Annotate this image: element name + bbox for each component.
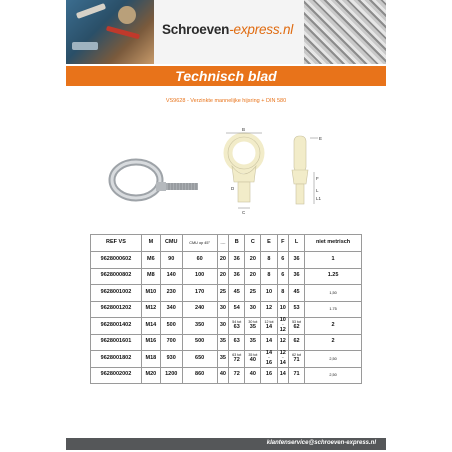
front-view-drawing xyxy=(226,127,262,215)
table-cell: 20 xyxy=(217,252,228,269)
table-cell xyxy=(277,318,288,335)
table-cell: 140 xyxy=(160,268,182,285)
table-cell-part: ~ xyxy=(281,355,284,360)
table-cell: 45 xyxy=(229,285,245,302)
table-cell: 30 xyxy=(245,301,261,318)
table-cell: 6 xyxy=(277,268,288,285)
table-cell: M8 xyxy=(141,268,160,285)
table-cell: 63 xyxy=(229,334,245,351)
table-cell: 12 xyxy=(261,301,277,318)
table-cell: 20 xyxy=(245,252,261,269)
col-header-cmu45: CMU op 45° xyxy=(182,235,217,252)
table-cell: 9628000602 xyxy=(91,252,142,269)
table-cell-part: 30 tot xyxy=(248,319,258,324)
dim-label-l: L xyxy=(316,188,319,193)
table-cell: 35 xyxy=(217,334,228,351)
table-cell: 30 xyxy=(217,318,228,335)
table-row xyxy=(91,367,362,384)
product-figures xyxy=(66,120,386,220)
table-cell: 2 xyxy=(305,334,362,351)
table-cell-part: 35 tot xyxy=(248,352,258,357)
table-cell: 230 xyxy=(160,285,182,302)
table-cell: 14 xyxy=(261,334,277,351)
dim-label-e: E xyxy=(319,136,323,141)
table-cell xyxy=(261,351,277,368)
dim-label-c: C xyxy=(242,210,246,215)
table-cell: 25 xyxy=(245,285,261,302)
table-cell-part: 53 tot xyxy=(292,319,302,324)
table-cell: 16 xyxy=(261,367,277,384)
table-cell-part: 14 xyxy=(265,350,273,357)
table-cell: 90 xyxy=(160,252,182,269)
table-cell: 53 xyxy=(289,301,305,318)
table-cell: 1 xyxy=(305,252,362,269)
table-cell: 240 xyxy=(182,301,217,318)
table-cell-part: 72 xyxy=(233,356,240,363)
col-header-e: E xyxy=(261,235,277,252)
table-cell: 62 xyxy=(289,334,305,351)
table-row xyxy=(91,285,362,302)
table-cell: 20 xyxy=(245,268,261,285)
table-row xyxy=(91,252,362,269)
table-row xyxy=(91,301,362,318)
table-cell: 9628001202 xyxy=(91,301,142,318)
col-header-f: F xyxy=(277,235,288,252)
table-cell: M10 xyxy=(141,285,160,302)
table-cell-part: 12 xyxy=(279,350,286,357)
header-photo-tools xyxy=(66,0,154,64)
table-cell-part: 63 xyxy=(233,323,240,330)
col-header-m: M xyxy=(141,235,160,252)
table-cell: 100 xyxy=(182,268,217,285)
spec-table-body xyxy=(91,252,362,384)
table-cell: 650 xyxy=(182,351,217,368)
table-cell: 60 xyxy=(182,252,217,269)
table-cell-part: 40 xyxy=(249,356,256,363)
table-cell: 45 xyxy=(289,285,305,302)
table-cell: 20 xyxy=(217,268,228,285)
table-cell: M18 xyxy=(141,351,160,368)
eye-bolt-photo xyxy=(112,162,198,198)
col-header-dash: ---- xyxy=(217,235,228,252)
table-cell: 9628001402 xyxy=(91,318,142,335)
header xyxy=(66,0,386,64)
table-cell: 500 xyxy=(182,334,217,351)
table-cell: M12 xyxy=(141,301,160,318)
table-cell: 170 xyxy=(182,285,217,302)
table-cell: 36 xyxy=(229,268,245,285)
header-photo-screws xyxy=(304,0,386,64)
spec-table xyxy=(90,234,362,384)
table-cell-part: 14 xyxy=(279,359,286,366)
table-cell: 9628000802 xyxy=(91,268,142,285)
table-cell: M20 xyxy=(141,367,160,384)
table-cell: 6 xyxy=(277,252,288,269)
table-cell: 35 xyxy=(245,334,261,351)
table-cell: 10 xyxy=(261,285,277,302)
table-cell xyxy=(289,351,305,368)
table-row xyxy=(91,268,362,285)
footer xyxy=(66,438,386,450)
table-header-row xyxy=(91,235,362,252)
table-cell-part: 71 xyxy=(293,356,300,363)
table-cell: M14 xyxy=(141,318,160,335)
table-cell: 350 xyxy=(182,318,217,335)
table-cell: 40 xyxy=(245,367,261,384)
product-subtitle: VS9628 - Verzinkte mannelijke hijsring + DIN 580 xyxy=(165,98,287,104)
table-cell-part: 10 xyxy=(279,317,286,324)
table-cell: 1,50 xyxy=(305,285,362,302)
table-cell: 9628001002 xyxy=(91,285,142,302)
table-cell: 2,50 xyxy=(305,351,362,368)
table-cell: 71 xyxy=(289,367,305,384)
table-cell: 36 xyxy=(229,252,245,269)
table-cell: 35 xyxy=(217,351,228,368)
header-logo-area xyxy=(154,0,304,64)
table-cell: 500 xyxy=(160,318,182,335)
title-banner xyxy=(66,66,386,86)
table-cell: 340 xyxy=(160,301,182,318)
table-cell-part: ~ xyxy=(281,322,284,327)
dim-label-b: B xyxy=(242,127,246,132)
table-cell-part: 62 tot xyxy=(292,352,302,357)
table-cell: 2 xyxy=(305,318,362,335)
col-header-cmu: CMU xyxy=(160,235,182,252)
table-cell-part: 12 xyxy=(279,326,286,333)
table-cell-part: 62 xyxy=(293,323,300,330)
table-cell-part: 35 xyxy=(249,323,256,330)
table-cell: 8 xyxy=(261,252,277,269)
table-cell: 30 xyxy=(217,301,228,318)
datasheet-page xyxy=(66,0,386,452)
table-cell: 8 xyxy=(261,268,277,285)
table-cell: M16 xyxy=(141,334,160,351)
page-title: Technisch blad xyxy=(175,68,277,84)
table-cell: 12 xyxy=(277,334,288,351)
table-cell xyxy=(261,318,277,335)
table-cell: 9628001802 xyxy=(91,351,142,368)
col-header-b: B xyxy=(229,235,245,252)
table-cell-part: ~ xyxy=(267,355,270,360)
table-cell xyxy=(229,351,245,368)
table-cell-part: 63 tot xyxy=(232,352,242,357)
table-row xyxy=(91,318,362,335)
table-cell-part: 54 tot xyxy=(232,319,242,324)
table-cell: 1200 xyxy=(160,367,182,384)
table-cell: 860 xyxy=(182,367,217,384)
table-cell: 700 xyxy=(160,334,182,351)
table-cell: 9628001601 xyxy=(91,334,142,351)
table-cell: 2,50 xyxy=(305,367,362,384)
table-cell: 9628002002 xyxy=(91,367,142,384)
table-cell xyxy=(289,318,305,335)
table-cell: 54 xyxy=(229,301,245,318)
table-cell: 1.25 xyxy=(305,268,362,285)
table-row xyxy=(91,351,362,368)
table-cell: 1.75 xyxy=(305,301,362,318)
col-header-l: L xyxy=(289,235,305,252)
col-header-c: C xyxy=(245,235,261,252)
table-cell: 10 xyxy=(277,301,288,318)
dim-label-f: F xyxy=(316,176,319,181)
table-cell: 930 xyxy=(160,351,182,368)
table-cell-part: 12 tot xyxy=(264,319,274,324)
company-logo[interactable]: Schroeven-express.nl xyxy=(162,22,294,37)
contact-email-link[interactable]: klantenservice@schroeven-express.nl xyxy=(266,440,376,446)
side-view-drawing xyxy=(292,136,322,204)
col-header-ref: REF VS xyxy=(91,235,142,252)
col-header-niet-metrisch: niet metrisch xyxy=(305,235,362,252)
table-cell: 8 xyxy=(277,285,288,302)
table-row xyxy=(91,334,362,351)
table-cell: 40 xyxy=(217,367,228,384)
table-cell: 36 xyxy=(289,252,305,269)
table-cell: 14 xyxy=(277,367,288,384)
table-cell: M6 xyxy=(141,252,160,269)
table-cell-part: 16 xyxy=(265,359,273,366)
table-cell: 72 xyxy=(229,367,245,384)
table-cell xyxy=(245,318,261,335)
dim-label-d: D xyxy=(231,186,235,191)
table-cell: 36 xyxy=(289,268,305,285)
dim-label-l1: L1 xyxy=(316,196,322,201)
table-cell xyxy=(245,351,261,368)
table-cell: 25 xyxy=(217,285,228,302)
table-cell xyxy=(229,318,245,335)
table-cell-part: 14 xyxy=(265,323,273,330)
table-cell xyxy=(277,351,288,368)
